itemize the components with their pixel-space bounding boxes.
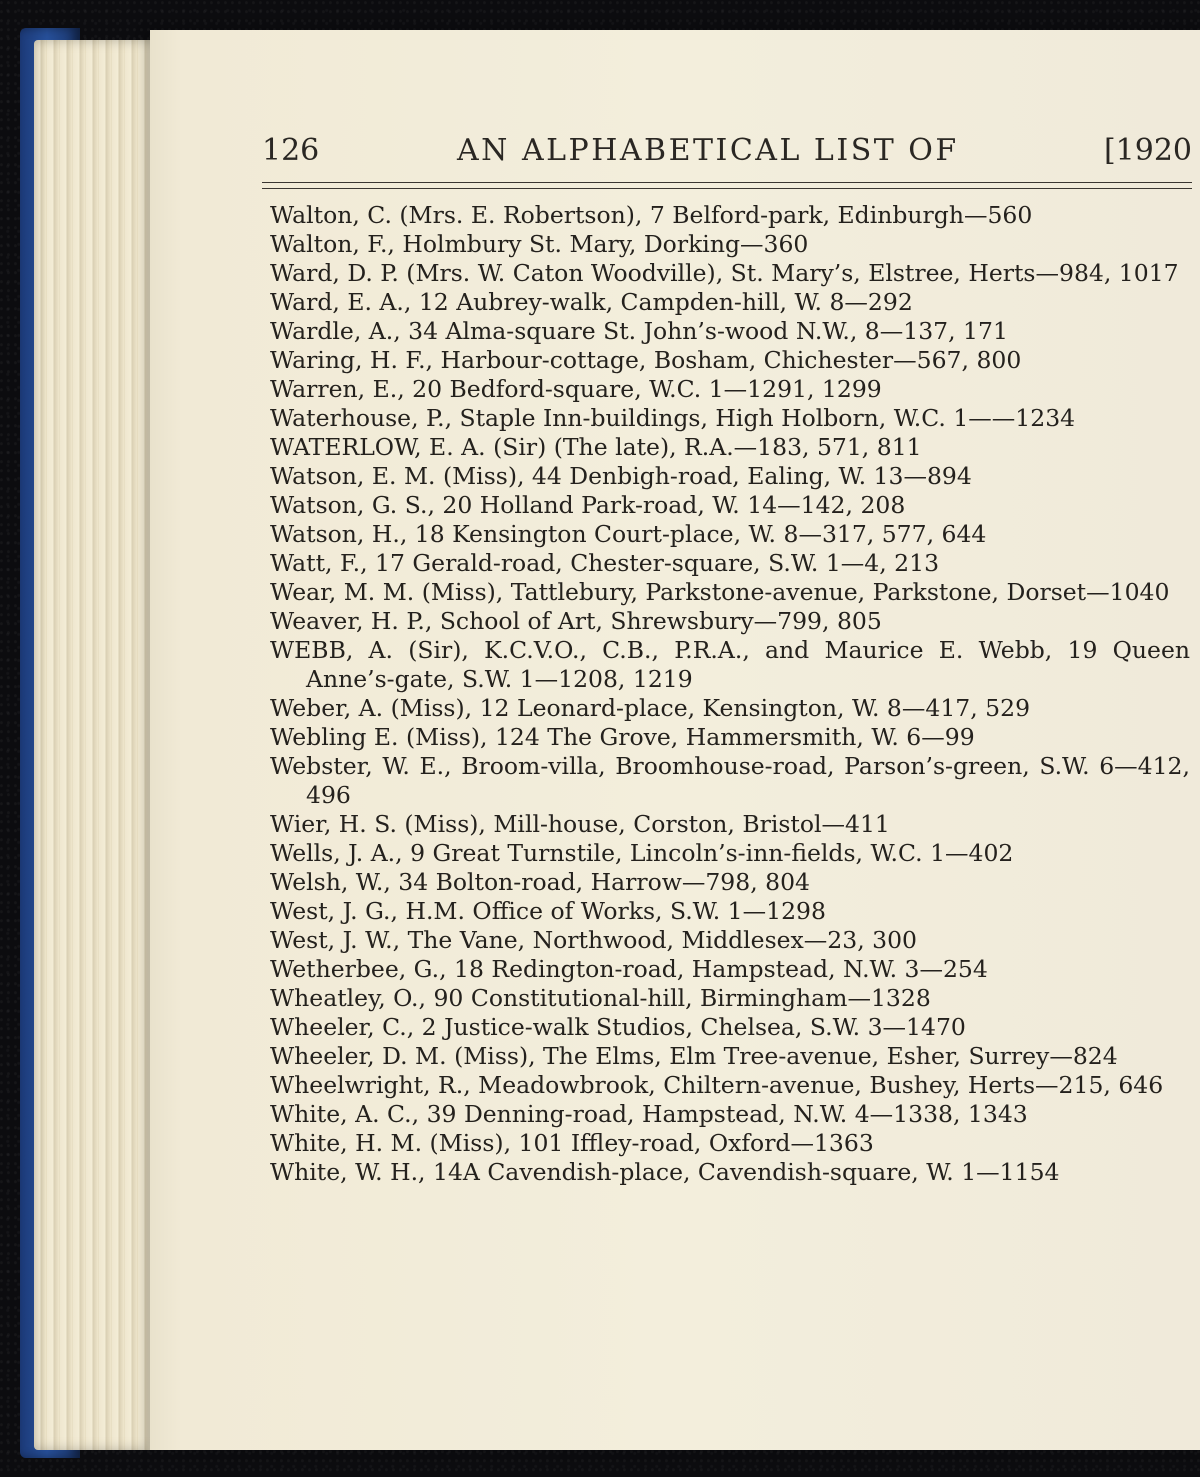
list-item xyxy=(270,839,1190,868)
list-item xyxy=(270,868,1190,897)
entry-details: (Sir), K.C.V.O., C.B., P.R.A., and Maurice E. Webb, 19 Queen Anne’s-gate, S.W. 1—1208, 1219 xyxy=(306,636,1190,693)
list-item xyxy=(270,288,1190,317)
list-item xyxy=(270,201,1190,230)
entry-details: (Miss), The Elms, Elm Tree-avenue, Esher, Surrey—824 xyxy=(446,1042,1118,1070)
entry-details: , 34 Bolton-road, Harrow—798, 804 xyxy=(383,868,810,896)
entry-details: , 12 Aubrey-walk, Campden-hill, W. 8—292 xyxy=(403,288,913,316)
entry-name: Wier, H. S. xyxy=(270,810,397,838)
entry-name: Walton, F. xyxy=(270,230,388,258)
entry-name: Wheatley, O. xyxy=(270,984,419,1012)
list-item xyxy=(270,549,1190,578)
entry-details: , 20 Bedford-square, W.C. 1—1291, 1299 xyxy=(397,375,882,403)
header-rule-bottom xyxy=(262,188,1192,189)
list-item xyxy=(270,897,1190,926)
entry-name: Watson, G. S. xyxy=(270,491,428,519)
entry-name: Watt, F. xyxy=(270,549,361,577)
entry-name: Wardle, A. xyxy=(270,317,394,345)
entry-name: Ward, E. A. xyxy=(270,288,404,316)
list-item xyxy=(270,1129,1190,1158)
entry-details: (Miss), 44 Denbigh-road, Ealing, W. 13—894 xyxy=(435,462,972,490)
list-item xyxy=(270,375,1190,404)
list-item xyxy=(270,520,1190,549)
list-item xyxy=(270,1100,1190,1129)
entry-name: Welsh, W. xyxy=(270,868,384,896)
entry-details: (Sir) (The late), R.A.—183, 571, 811 xyxy=(485,433,922,461)
entry-name: Wetherbee, G. xyxy=(270,955,440,983)
entry-details: (Miss), 124 The Grove, Hammersmith, W. 6—99 xyxy=(398,723,975,751)
list-item xyxy=(270,607,1190,636)
entry-name: Watson, H. xyxy=(270,520,400,548)
entry-details: , Meadowbrook, Chiltern-avenue, Bushey, Herts—215, 646 xyxy=(463,1071,1164,1099)
entry-name: Ward, D. P. xyxy=(270,259,399,287)
list-item xyxy=(270,1158,1190,1187)
entry-name: WEBB, A. xyxy=(270,636,393,664)
entry-name: WATERLOW, E. A. xyxy=(270,433,486,461)
list-item xyxy=(270,636,1190,694)
entry-details: , H.M. Office of Works, S.W. 1—1298 xyxy=(390,897,826,925)
entry-name: Wells, J. A. xyxy=(270,839,396,867)
entry-details: , 17 Gerald-road, Chester-square, S.W. 1—4, 213 xyxy=(360,549,940,577)
list-item xyxy=(270,433,1190,462)
entry-details: (Miss), 12 Leonard-place, Kensington, W. 8—417, 529 xyxy=(383,694,1031,722)
list-item xyxy=(270,984,1190,1013)
entry-details: , 14A Cavendish-place, Cavendish-square, W. 1—1154 xyxy=(418,1158,1060,1186)
entry-name: White, W. H. xyxy=(270,1158,419,1186)
entry-name: Wheeler, D. M. xyxy=(270,1042,447,1070)
list-item xyxy=(270,230,1190,259)
entry-name: Wear, M. M. xyxy=(270,578,415,606)
entry-name: Weaver, H. P. xyxy=(270,607,425,635)
entry-details: (Mrs. E. Robertson), 7 Belford-park, Edinburgh—560 xyxy=(391,201,1033,229)
entry-name: Webster, W. E. xyxy=(270,752,445,780)
entry-name: White, H. M. xyxy=(270,1129,423,1157)
list-item xyxy=(270,317,1190,346)
list-item xyxy=(270,1071,1190,1100)
entry-name: Weber, A. xyxy=(270,694,384,722)
entry-details: , The Vane, Northwood, Middlesex—23, 300 xyxy=(392,926,917,954)
entry-name: Webling E. xyxy=(270,723,399,751)
list-item xyxy=(270,491,1190,520)
entry-details: , Harbour-cottage, Bosham, Chichester—567, 800 xyxy=(425,346,1022,374)
entry-details: , 18 Kensington Court-place, W. 8—317, 577, 644 xyxy=(399,520,987,548)
entry-details: , 90 Constitutional-hill, Birmingham—1328 xyxy=(418,984,931,1012)
entry-name: Wheeler, C. xyxy=(270,1013,407,1041)
page-title: AN ALPHABETICAL LIST OF xyxy=(457,133,959,168)
list-item xyxy=(270,723,1190,752)
entry-name: Warren, E. xyxy=(270,375,398,403)
entry-details: (Miss), 101 Iffley-road, Oxford—1363 xyxy=(422,1129,874,1157)
list-item xyxy=(270,810,1190,839)
header-rule-top xyxy=(262,182,1192,183)
entry-name: Walton, C. xyxy=(270,201,392,229)
entry-name: Waring, H. F. xyxy=(270,346,426,374)
entry-details: , 20 Holland Park-road, W. 14—142, 208 xyxy=(427,491,906,519)
list-item xyxy=(270,462,1190,491)
entry-details: (Mrs. W. Caton Woodville), St. Mary’s, Elstree, Herts—984, 1017 xyxy=(398,259,1179,287)
list-item xyxy=(270,1042,1190,1071)
entry-name: West, J. W. xyxy=(270,926,393,954)
list-item xyxy=(270,926,1190,955)
page-number: 126 xyxy=(262,133,320,168)
list-item xyxy=(270,752,1190,810)
list-item xyxy=(270,578,1190,607)
entry-details: , 34 Alma-square St. John’s-wood N.W., 8—137, 171 xyxy=(393,317,1008,345)
running-head xyxy=(262,133,1192,173)
list-item xyxy=(270,346,1190,375)
list-item xyxy=(270,1013,1190,1042)
entry-name: White, A. C. xyxy=(270,1100,412,1128)
entry-details: , School of Art, Shrewsbury—799, 805 xyxy=(424,607,882,635)
entry-details: , Broom-villa, Broomhouse-road, Parson’s-green, S.W. 6—412, 496 xyxy=(306,752,1190,809)
list-item xyxy=(270,259,1190,288)
entry-details: , 2 Justice-walk Studios, Chelsea, S.W. 3—1470 xyxy=(406,1013,966,1041)
entry-name: Watson, E. M. xyxy=(270,462,436,490)
entry-details: , Holmbury St. Mary, Dorking—360 xyxy=(387,230,809,258)
entry-name: Wheelwright, R. xyxy=(270,1071,464,1099)
list-item xyxy=(270,694,1190,723)
entry-details: , Staple Inn-buildings, High Holborn, W.C. 1——1234 xyxy=(444,404,1076,432)
entry-details: (Miss), Tattlebury, Parkstone-avenue, Parkstone, Dorset—1040 xyxy=(414,578,1170,606)
entry-details: , 18 Redington-road, Hampstead, N.W. 3—254 xyxy=(439,955,988,983)
entry-details: , 39 Denning-road, Hampstead, N.W. 4—1338, 1343 xyxy=(411,1100,1028,1128)
entry-details: (Miss), Mill-house, Corston, Bristol—411 xyxy=(396,810,890,838)
entry-name: West, J. G. xyxy=(270,897,391,925)
list-item xyxy=(270,404,1190,433)
list-item xyxy=(270,955,1190,984)
entry-details: , 9 Great Turnstile, Lincoln’s-inn-fields, W.C. 1—402 xyxy=(395,839,1014,867)
entry-list xyxy=(270,201,1190,1187)
header-year: [1920 xyxy=(1103,133,1192,168)
entry-name: Waterhouse, P. xyxy=(270,404,445,432)
